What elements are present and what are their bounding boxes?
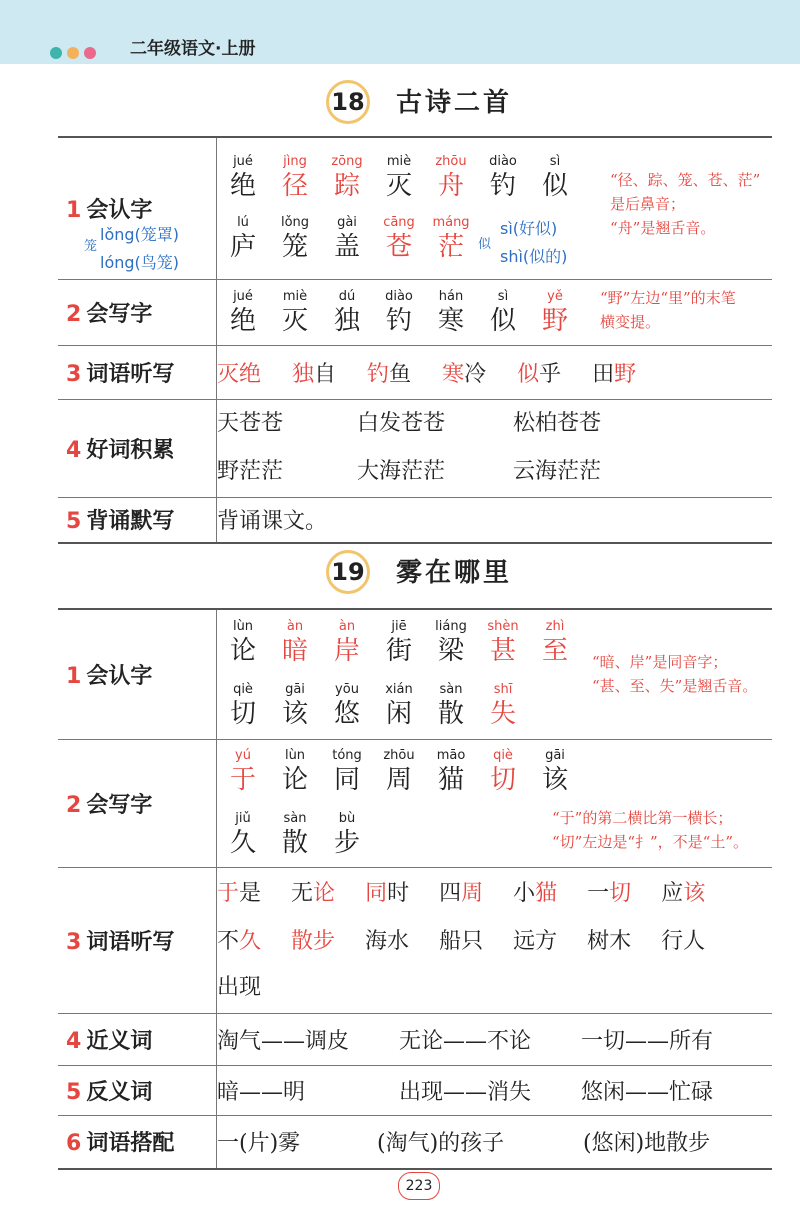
word: 行人 xyxy=(661,929,706,954)
word-pair: 一切——所有 xyxy=(581,1028,714,1054)
row-number: 3 xyxy=(66,929,82,955)
char-cell xyxy=(425,747,477,796)
char-cell xyxy=(373,288,425,337)
hanzi: 悠 xyxy=(333,699,360,730)
hanzi: 庐 xyxy=(229,232,256,263)
word: 寒冷 xyxy=(442,361,487,387)
char-cell xyxy=(217,747,269,796)
pinyin: lùn xyxy=(232,619,254,635)
word: 不久 xyxy=(217,929,262,954)
row-title: 近义词 xyxy=(86,1028,153,1054)
lesson-18-heading xyxy=(0,76,800,126)
char-cell xyxy=(477,618,529,667)
hanzi: 于 xyxy=(229,765,256,795)
row-number: 5 xyxy=(66,509,82,535)
row-title: 会写字 xyxy=(86,301,153,327)
pinyin: yōu xyxy=(335,682,359,698)
pinyin: cāng xyxy=(383,215,415,231)
char-cell xyxy=(321,214,373,263)
lesson-number-badge: 19 xyxy=(326,550,370,594)
char-cell xyxy=(217,618,269,667)
char-cell xyxy=(269,810,321,859)
recite-text: 背诵课文。 xyxy=(217,497,773,543)
hanzi: 钓 xyxy=(489,171,516,202)
table-row xyxy=(58,399,772,497)
char-cell xyxy=(529,747,581,796)
pinyin: liáng xyxy=(435,619,467,635)
pinyin: zhōu xyxy=(383,748,415,763)
word-pair: 淘气——调皮 xyxy=(217,1028,350,1054)
row-title: 词语听写 xyxy=(86,929,175,955)
lesson-number-badge: 18 xyxy=(326,80,370,124)
dictation-words xyxy=(217,345,773,399)
word-pair: 出现——消失 xyxy=(399,1079,532,1105)
row-label xyxy=(58,1065,217,1115)
word: 海水 xyxy=(365,929,410,954)
row-title: 背诵默写 xyxy=(86,509,175,535)
book-title: 二年级语文·上册 xyxy=(130,39,256,59)
pinyin: qiè xyxy=(493,748,513,763)
pinyin: hán xyxy=(438,288,464,304)
char-cell xyxy=(217,810,269,859)
dot-icon xyxy=(50,47,62,59)
char-cell xyxy=(425,214,477,263)
row-label xyxy=(58,1115,217,1169)
pinyin: jué xyxy=(233,154,253,170)
char-cell xyxy=(269,747,321,796)
word: 天苍苍 xyxy=(217,411,284,436)
pinyin: yú xyxy=(235,748,251,763)
hanzi: 苍 xyxy=(385,232,412,263)
char-cell xyxy=(529,618,581,667)
table-row xyxy=(58,1013,772,1065)
pinyin: lú xyxy=(237,215,249,231)
row-title: 词语听写 xyxy=(86,361,175,387)
hanzi: 同 xyxy=(333,765,360,795)
row-label xyxy=(58,345,217,399)
word: 松柏苍苍 xyxy=(513,411,602,436)
word: 于是 xyxy=(217,881,262,906)
word-phrase: (悠闲)地散步 xyxy=(583,1131,711,1157)
row-label xyxy=(58,867,217,1013)
pinyin: àn xyxy=(286,619,304,635)
char-cell xyxy=(425,681,477,730)
row-title: 好词积累 xyxy=(86,437,175,463)
hanzi: 野 xyxy=(541,305,568,336)
hanzi: 似 xyxy=(541,171,568,202)
word: 同时 xyxy=(365,881,410,906)
row-title: 反义词 xyxy=(86,1079,153,1105)
header-dots xyxy=(50,42,101,61)
lesson-title: 雾在哪里 xyxy=(396,558,513,588)
char-cell xyxy=(269,153,321,202)
pinyin: māo xyxy=(436,748,466,763)
word-phrase: (淘气)的孩子 xyxy=(377,1131,505,1157)
word: 出现 xyxy=(217,975,262,1000)
hanzi: 灭 xyxy=(385,171,412,202)
hanzi: 踪 xyxy=(333,171,360,202)
hanzi: 暗 xyxy=(281,636,308,667)
pinyin: máng xyxy=(432,215,470,231)
row-title: 会认字 xyxy=(86,663,153,689)
hanzi: 钓 xyxy=(385,305,412,336)
collocations xyxy=(217,1115,773,1169)
hanzi: 论 xyxy=(281,765,308,795)
row-number: 4 xyxy=(66,1028,82,1054)
hanzi: 切 xyxy=(489,765,516,795)
row-number: 2 xyxy=(66,301,82,327)
pinyin: dú xyxy=(338,288,356,304)
word: 船只 xyxy=(439,929,484,954)
pinyin: miè xyxy=(282,288,308,304)
word: 云海茫茫 xyxy=(513,459,602,484)
hanzi: 灭 xyxy=(281,305,308,336)
char-cell xyxy=(269,214,321,263)
char-cell xyxy=(425,618,477,667)
word-pair: 悠闲——忙碌 xyxy=(581,1079,714,1105)
writing-note: “野”左边“里”的末笔 横变提。 xyxy=(600,289,736,331)
hanzi: 步 xyxy=(333,828,360,858)
page-header xyxy=(0,0,800,64)
pinyin: zōng xyxy=(331,154,363,170)
char-cell xyxy=(217,214,269,263)
pinyin: jué xyxy=(233,288,253,304)
hanzi: 切 xyxy=(229,699,256,730)
pinyin: gāi xyxy=(545,748,565,763)
char-cell xyxy=(269,618,321,667)
hanzi: 绝 xyxy=(229,171,256,202)
hanzi: 该 xyxy=(541,765,568,795)
row-title: 会认字 xyxy=(86,197,153,223)
dot-icon xyxy=(84,47,96,59)
char-cell xyxy=(321,618,373,667)
word: 似乎 xyxy=(517,361,562,387)
char-cell xyxy=(425,153,477,202)
good-words xyxy=(217,399,773,497)
pinyin: yě xyxy=(547,288,563,304)
pinyin: tóng xyxy=(332,748,362,763)
row-label xyxy=(58,279,217,345)
row-number: 5 xyxy=(66,1079,82,1105)
char-cell xyxy=(373,747,425,796)
page-number: 223 xyxy=(398,1172,440,1200)
word: 小猫 xyxy=(513,881,558,906)
hanzi: 失 xyxy=(489,699,516,730)
row-label xyxy=(58,609,217,739)
word: 大海茫茫 xyxy=(357,459,446,484)
row-number: 1 xyxy=(66,197,82,223)
dictation-words xyxy=(217,867,773,1013)
char-cell xyxy=(477,288,529,337)
row-label xyxy=(58,399,217,497)
char-cell xyxy=(269,288,321,337)
hanzi: 径 xyxy=(281,171,308,202)
pinyin: miè xyxy=(386,154,412,170)
writing-note: “于”的第二横比第一横长； “切”左边是“扌”，不是“土”。 xyxy=(552,809,749,851)
word: 灭绝 xyxy=(217,361,262,387)
pronunciation-note: “暗、岸”是同音字； “甚、至、失”是翘舌音。 xyxy=(592,653,758,695)
char-cell xyxy=(477,153,529,202)
char-cell xyxy=(217,288,269,337)
word-pair: 无论——不论 xyxy=(399,1028,532,1054)
hanzi: 独 xyxy=(333,305,360,336)
antonyms xyxy=(217,1065,773,1115)
char-cell xyxy=(321,288,373,337)
char-cell xyxy=(217,153,269,202)
hanzi: 闲 xyxy=(385,699,412,730)
word: 无论 xyxy=(291,881,336,906)
hanzi: 猫 xyxy=(437,765,464,795)
pinyin: zhì xyxy=(545,619,565,635)
hanzi: 似 xyxy=(489,305,516,336)
hanzi: 甚 xyxy=(489,636,516,667)
pinyin: lùn xyxy=(284,748,306,763)
word: 野茫茫 xyxy=(217,459,284,484)
pinyin: zhōu xyxy=(435,154,467,170)
word-phrase: 一(片)雾 xyxy=(217,1131,301,1157)
pinyin: shèn xyxy=(487,619,519,635)
pinyin: sàn xyxy=(439,682,463,698)
table-row xyxy=(58,1115,772,1169)
word: 一切 xyxy=(587,881,632,906)
row-label xyxy=(58,497,217,543)
pinyin: bù xyxy=(338,811,356,826)
word: 散步 xyxy=(291,929,336,954)
word: 四周 xyxy=(439,881,484,906)
char-cell xyxy=(425,288,477,337)
word: 白发苍苍 xyxy=(357,411,446,436)
pinyin: jìng xyxy=(283,154,307,170)
hanzi: 绝 xyxy=(229,305,256,336)
hanzi: 至 xyxy=(541,636,568,667)
pinyin: diào xyxy=(385,288,413,304)
word: 钓鱼 xyxy=(367,361,412,387)
hanzi: 该 xyxy=(281,699,308,730)
row-number: 3 xyxy=(66,361,82,387)
hanzi: 舟 xyxy=(437,171,464,202)
pinyin: sì xyxy=(549,154,561,170)
row-label xyxy=(58,739,217,867)
synonyms xyxy=(217,1013,773,1065)
pinyin: qiè xyxy=(233,682,253,698)
hanzi: 散 xyxy=(281,828,308,858)
char-cell xyxy=(529,153,581,202)
dot-icon xyxy=(67,47,79,59)
row-number: 4 xyxy=(66,437,82,463)
char-line xyxy=(217,747,772,796)
hanzi: 寒 xyxy=(437,305,464,336)
char-cell xyxy=(321,681,373,730)
char-cell xyxy=(321,810,373,859)
char-cell xyxy=(477,681,529,730)
pinyin: jiē xyxy=(391,619,407,635)
char-cell xyxy=(373,618,425,667)
hanzi: 梁 xyxy=(437,636,464,667)
char-cell xyxy=(373,153,425,202)
pinyin: diào xyxy=(489,154,517,170)
hanzi: 岸 xyxy=(333,636,360,667)
pinyin: jiǔ xyxy=(235,811,251,826)
word: 远方 xyxy=(513,929,558,954)
hanzi: 街 xyxy=(385,636,412,667)
char-cell xyxy=(373,681,425,730)
row-title: 词语搭配 xyxy=(86,1131,175,1157)
hanzi: 笼 xyxy=(281,232,308,263)
char-cell xyxy=(373,214,425,263)
word: 应该 xyxy=(661,881,706,906)
hanzi: 茫 xyxy=(437,232,464,263)
pinyin: gāi xyxy=(285,682,305,698)
pinyin: gài xyxy=(337,215,357,231)
row-number: 2 xyxy=(66,792,82,818)
pinyin: sàn xyxy=(283,811,307,826)
char-cell xyxy=(477,747,529,796)
char-cell xyxy=(217,681,269,730)
lesson-19-heading xyxy=(0,546,800,596)
char-cell xyxy=(529,288,581,337)
table-row xyxy=(58,497,772,543)
char-cell xyxy=(269,681,321,730)
table-row xyxy=(58,1065,772,1115)
pinyin: xián xyxy=(385,682,413,698)
hanzi: 周 xyxy=(385,765,412,795)
char-cell xyxy=(321,153,373,202)
pinyin: lǒng xyxy=(280,215,310,231)
row-number: 1 xyxy=(66,663,82,689)
word: 树木 xyxy=(587,929,632,954)
hanzi: 盖 xyxy=(333,232,360,263)
hanzi: 论 xyxy=(229,636,256,667)
hanzi: 久 xyxy=(229,828,256,858)
pinyin: àn xyxy=(338,619,356,635)
lesson-title: 古诗二首 xyxy=(396,88,513,118)
pinyin: sì xyxy=(497,288,509,304)
hanzi: 散 xyxy=(437,699,464,730)
char-cell xyxy=(321,747,373,796)
row-number: 6 xyxy=(66,1131,82,1157)
pronunciation-note: “径、踪、笼、苍、茫” 是后鼻音； “舟”是翘舌音。 xyxy=(610,171,761,237)
row-title: 会写字 xyxy=(86,792,153,818)
table-row xyxy=(58,345,772,399)
word: 田野 xyxy=(592,361,637,387)
word-pair: 暗——明 xyxy=(217,1079,306,1105)
pinyin: shī xyxy=(493,682,513,698)
table-row xyxy=(58,867,772,1013)
row-label xyxy=(58,1013,217,1065)
word: 独自 xyxy=(292,361,337,387)
